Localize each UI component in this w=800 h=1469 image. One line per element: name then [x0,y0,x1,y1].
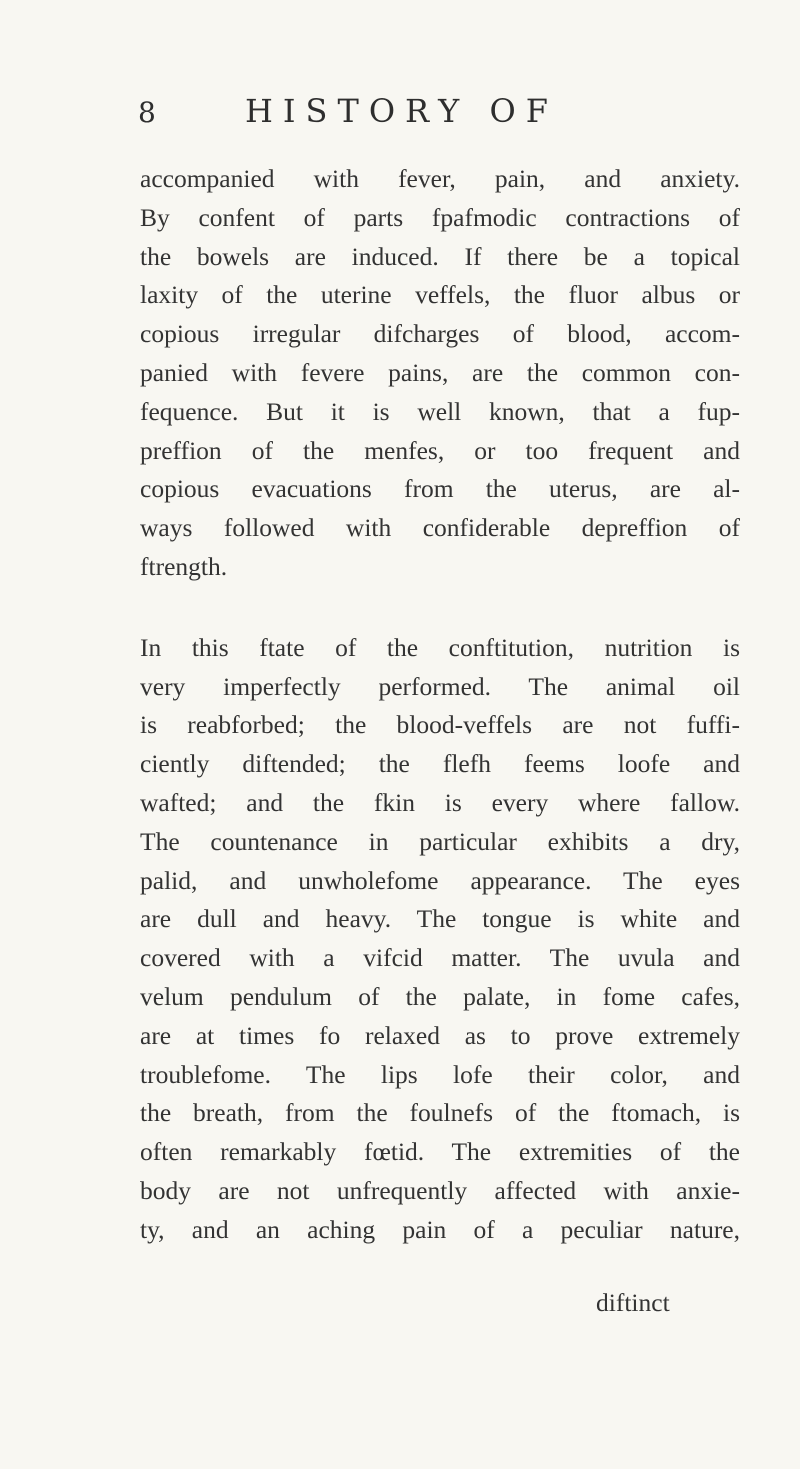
text-line: copious evacuations from the uterus, are al- [140,474,740,504]
text-line: body are not unfrequently affected with anxie- [140,1175,740,1205]
text-line: In this ftate of the conftitution, nutrition is [140,632,740,662]
catchword: diftinct [596,1288,670,1317]
body-text [140,160,740,1250]
text-line: palid, and unwholefome appearance. The eyes [140,865,740,895]
text-line: By confent of parts fpafmodic contractions of [140,202,740,232]
text-line: preffion of the menfes, or too frequent and [140,435,740,465]
text-line: often remarkably fœtid. The extremities of the [140,1137,740,1167]
text-line: velum pendulum of the palate, in fome cafes, [140,981,740,1011]
running-title: HISTORY OF [245,92,558,130]
paragraph-gap [140,587,740,629]
text-line: covered with a vifcid matter. The uvula and [140,943,740,973]
text-line: copious irregular difcharges of blood, accom- [140,319,740,349]
text-line: the breath, from the foulnefs of the ftomach, is [140,1098,740,1128]
text-line: fequence. But it is well known, that a fup- [140,396,740,426]
text-line: ciently diftended; the flefh feems loofe and [140,749,740,779]
running-head [0,90,800,140]
text-line: very imperfectly performed. The animal oil [140,671,740,701]
text-line: is reabforbed; the blood-veffels are not fuffi- [140,710,740,740]
text-line: wafted; and the fkin is every where fallow. [140,787,740,817]
paragraph-2 [140,629,740,1250]
text-line: troublefome. The lips lofe their color, and [140,1059,740,1089]
text-line: ty, and an aching pain of a peculiar nature, [140,1214,740,1244]
text-line: ftrength. [140,551,228,581]
text-line: are at times fo relaxed as to prove extremely [140,1020,740,1050]
text-line: are dull and heavy. The tongue is white and [140,904,740,934]
text-line: panied with fevere pains, are the common con- [140,357,740,387]
paragraph-1 [140,160,740,587]
text-line: laxity of the uterine veffels, the fluor albus or [140,280,740,310]
text-line: the bowels are induced. If there be a topical [140,241,740,271]
text-line: accompanied with fever, pain, and anxiety. [140,164,740,193]
text-line: ways followed with confiderable depreffion of [140,513,740,543]
page-number: 8 [138,96,156,129]
text-line: The countenance in particular exhibits a dry, [140,826,740,856]
